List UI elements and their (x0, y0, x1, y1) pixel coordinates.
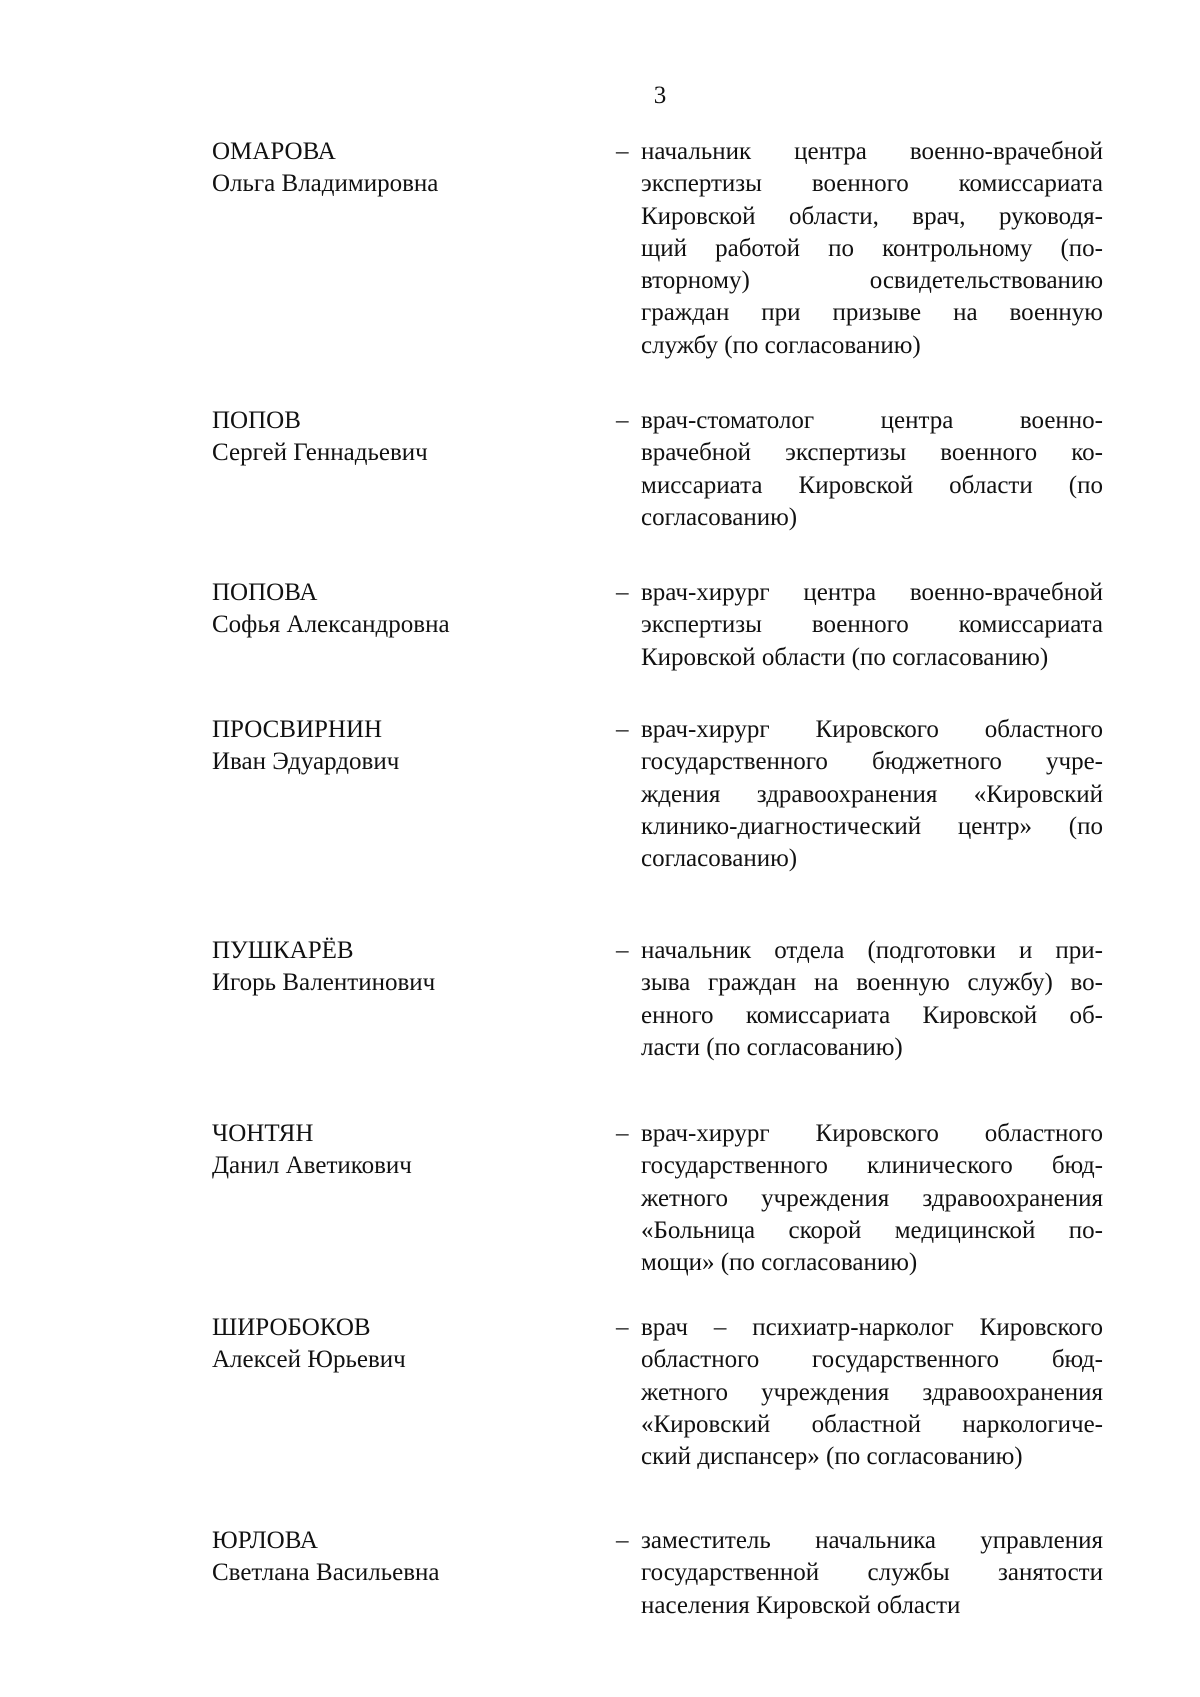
member-surname: ОМАРОВА (212, 138, 336, 165)
member-given-names: Алексей Юрьевич (212, 1346, 406, 1374)
role-line: государственного клинического бюд- (641, 1152, 1103, 1180)
entry-dash: – (616, 716, 629, 743)
role-line: врач – психиатр-нарколог Кировского (641, 1314, 1103, 1341)
member-name (212, 405, 592, 470)
member-given-names: Данил Аветикович (212, 1152, 412, 1180)
page-number: 3 (653, 82, 667, 109)
role-line: заместитель начальника управления (641, 1527, 1103, 1554)
role-line: енного комиссариата Кировской об- (641, 1001, 1103, 1029)
role-line: Кировской области (по согласованию) (641, 643, 1049, 671)
entry-dash: – (616, 407, 629, 434)
role-line: клинико-диагностический центр» (по (641, 812, 1103, 840)
member-role (641, 1118, 1103, 1279)
role-line: экспертизы военного комиссариата (641, 611, 1103, 639)
member-given-names: Софья Александровна (212, 611, 450, 639)
role-line: ласти (по согласованию) (641, 1033, 903, 1061)
role-line: зыва граждан на военную службу) во- (641, 969, 1103, 997)
role-line: начальник центра военно-врачебной (641, 138, 1103, 165)
role-line: службу (по согласованию) (641, 331, 921, 359)
role-line: государственной службы занятости (641, 1559, 1103, 1587)
role-line: ский диспансер» (по согласованию) (641, 1443, 1023, 1471)
role-line: областного государственного бюд- (641, 1346, 1103, 1374)
member-role (641, 577, 1103, 674)
role-line: жетного учреждения здравоохранения (641, 1184, 1103, 1212)
role-line: врач-хирург Кировского областного (641, 716, 1103, 743)
member-surname: ШИРОБОКОВ (212, 1314, 371, 1341)
member-role (641, 1525, 1103, 1622)
member-role (641, 935, 1103, 1064)
role-line: экспертизы военного комиссариата (641, 170, 1103, 198)
member-surname: ЧОНТЯН (212, 1120, 314, 1147)
member-surname: ПУШКАРЁВ (212, 937, 354, 964)
role-line: мощи» (по согласованию) (641, 1249, 918, 1277)
entry-dash: – (616, 1527, 629, 1554)
role-line: вторному) освидетельствованию (641, 267, 1103, 295)
member-name (212, 714, 592, 779)
member-given-names: Сергей Геннадьевич (212, 439, 428, 467)
member-role (641, 1312, 1103, 1473)
role-line: «Кировский областной наркологиче- (641, 1410, 1103, 1438)
member-name (212, 136, 592, 201)
role-line: врачебной экспертизы военного ко- (641, 439, 1103, 467)
member-name (212, 577, 592, 642)
member-role (641, 136, 1103, 362)
role-line: населения Кировской области (641, 1591, 961, 1619)
member-name (212, 1312, 592, 1377)
role-line: государственного бюджетного учре- (641, 748, 1103, 776)
member-given-names: Иван Эдуардович (212, 748, 400, 776)
member-role (641, 714, 1103, 875)
entry-dash: – (616, 1314, 629, 1341)
member-name (212, 1118, 592, 1183)
member-name (212, 1525, 592, 1590)
role-line: согласованию) (641, 845, 798, 873)
member-surname: ПОПОВ (212, 407, 301, 434)
role-line: начальник отдела (подготовки и при- (641, 937, 1103, 964)
member-given-names: Ольга Владимировна (212, 170, 439, 198)
entry-dash: – (616, 1120, 629, 1147)
entry-dash: – (616, 579, 629, 606)
role-line: ждения здравоохранения «Кировский (641, 780, 1103, 808)
role-line: врач-хирург центра военно-врачебной (641, 579, 1103, 606)
role-line: врач-хирург Кировского областного (641, 1120, 1103, 1147)
member-role (641, 405, 1103, 534)
role-line: миссариата Кировской области (по (641, 471, 1103, 499)
role-line: «Больница скорой медицинской по- (641, 1216, 1103, 1244)
role-line: согласованию) (641, 503, 798, 531)
member-surname: ЮРЛОВА (212, 1527, 318, 1554)
role-line: врач-стоматолог центра военно- (641, 407, 1103, 434)
entry-dash: – (616, 937, 629, 964)
member-surname: ПОПОВА (212, 579, 318, 606)
member-given-names: Игорь Валентинович (212, 969, 436, 997)
role-line: граждан при призыве на военную (641, 299, 1103, 327)
entry-dash: – (616, 138, 629, 165)
role-line: Кировской области, врач, руководя- (641, 202, 1103, 230)
role-line: жетного учреждения здравоохранения (641, 1378, 1103, 1406)
member-name (212, 935, 592, 1000)
member-given-names: Светлана Васильевна (212, 1559, 440, 1587)
member-surname: ПРОСВИРНИН (212, 716, 383, 743)
role-line: щий работой по контрольному (по- (641, 234, 1103, 262)
